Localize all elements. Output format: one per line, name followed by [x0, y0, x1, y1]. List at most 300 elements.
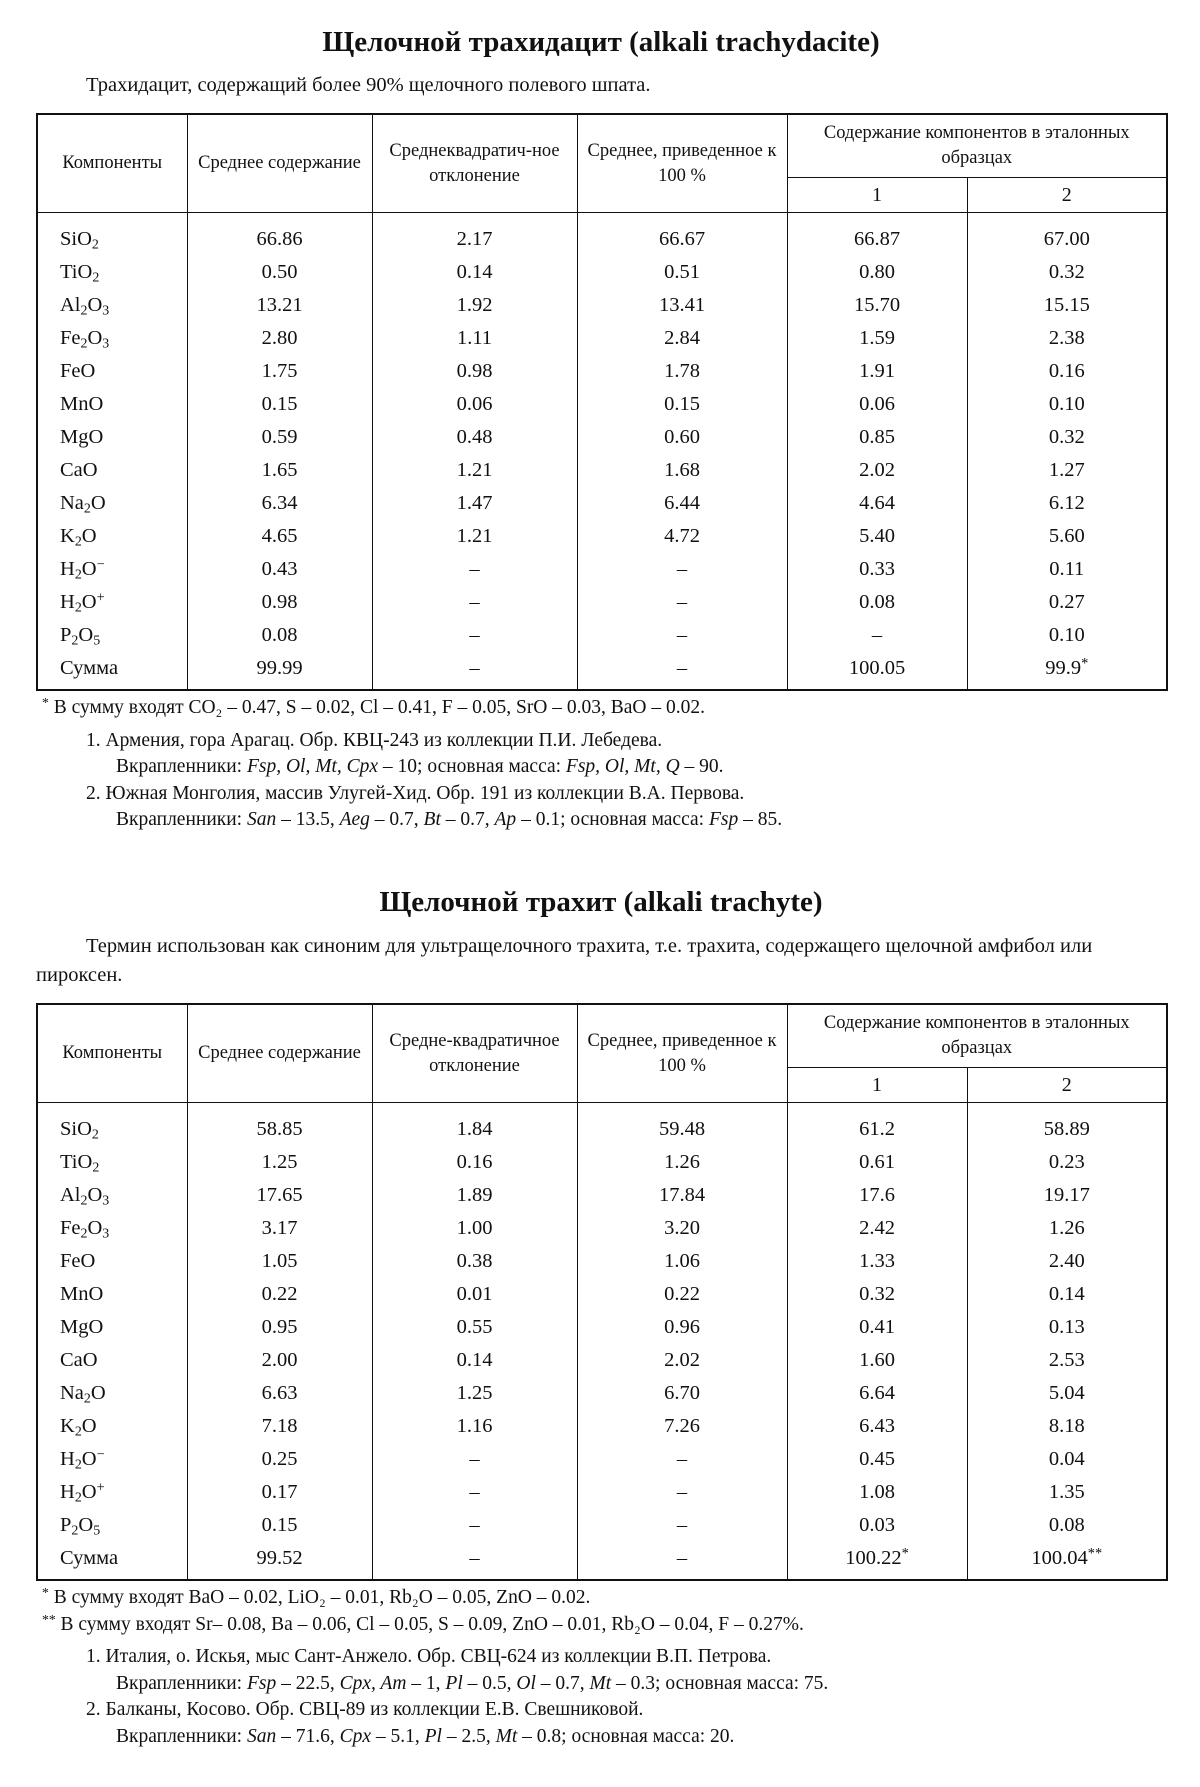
formula-part: FeO [60, 360, 96, 382]
normalized-value: 2.84 [577, 322, 787, 355]
average-value: 0.08 [187, 619, 372, 652]
value: 2.02 [859, 459, 895, 481]
header-reference-samples: Содержание компонентов в эталонных образцах [787, 1004, 1167, 1068]
value: 100.05 [848, 657, 906, 679]
sample-1-value [787, 322, 967, 355]
formula-subscript: 3 [102, 1193, 110, 1209]
table-row [37, 1344, 1167, 1377]
sample-1-value [787, 1311, 967, 1344]
phen-rest: – 0.3; основная масса: 75. [611, 1672, 829, 1694]
std-deviation-value: – [372, 1443, 577, 1476]
sample-1-value [787, 1278, 967, 1311]
value: 100.04 [1031, 1547, 1088, 1569]
std-deviation-value: 0.01 [372, 1278, 577, 1311]
formula-part: O [81, 1481, 97, 1503]
normalized-value: 2.02 [577, 1344, 787, 1377]
component-name [37, 553, 187, 586]
phen-minerals: Mt [495, 1725, 518, 1747]
sample-2-value [967, 355, 1167, 388]
sample-2-value [967, 1311, 1167, 1344]
sample-2-value [967, 1344, 1167, 1377]
std-deviation-value: 0.55 [372, 1311, 577, 1344]
formula-part: O [81, 525, 97, 547]
component-name [37, 586, 187, 619]
value: 66.87 [853, 228, 901, 250]
average-value: 0.17 [187, 1476, 372, 1509]
sample-1-value [787, 1410, 967, 1443]
formula-subscript: 2 [92, 270, 100, 286]
table-row [37, 619, 1167, 652]
formula-part: TiO [60, 261, 93, 283]
sample-2-value [967, 652, 1167, 690]
header-std-deviation: Средне-квадратичное отклонение [372, 1004, 577, 1103]
sample-2-value [967, 388, 1167, 421]
table-row [37, 1410, 1167, 1443]
value: 17.6 [859, 1184, 895, 1206]
value: 58.89 [1043, 1118, 1090, 1140]
normalized-value: 1.26 [577, 1146, 787, 1179]
value: 0.27 [1048, 591, 1085, 613]
table-row [37, 289, 1167, 322]
normalized-value: – [577, 1509, 787, 1542]
normalized-value: – [577, 1476, 787, 1509]
std-deviation-value: 1.00 [372, 1212, 577, 1245]
phen-rest: – 10; основная масса: [378, 756, 566, 777]
sample-2-value [967, 1542, 1167, 1580]
std-deviation-value: 0.16 [372, 1146, 577, 1179]
value: 0.10 [1048, 393, 1085, 415]
formula-part: O [81, 558, 97, 580]
value: 0.32 [1048, 426, 1085, 448]
table-row [37, 322, 1167, 355]
component-name [37, 1179, 187, 1212]
phen-rest: – 0.7, [440, 809, 495, 830]
formula-part: MnO [60, 393, 104, 415]
notes [36, 1585, 1166, 1750]
sample-1-value [787, 586, 967, 619]
sample-2-value [967, 322, 1167, 355]
formula-part: H [60, 1481, 75, 1503]
section-alkali-trachydacite [36, 22, 1166, 834]
average-value: 0.98 [187, 586, 372, 619]
phen-minerals: San [246, 809, 277, 830]
matrix-rest: – 90. [679, 756, 724, 777]
formula-subscript: 2 [74, 567, 82, 583]
component-name [37, 1212, 187, 1245]
formula-part: MnO [60, 1283, 104, 1305]
formula-superscript: + [96, 589, 105, 606]
sample-1-value [787, 421, 967, 454]
phen-prefix: Вкрапленники: [116, 756, 247, 777]
phen-minerals: Fsp, Ol, Mt, Cpx [246, 756, 379, 777]
formula-subscript: 2 [80, 1193, 88, 1209]
component-name [37, 421, 187, 454]
header-sample-2: 2 [967, 178, 1167, 213]
table-row [37, 1179, 1167, 1212]
phen-minerals: Mt [589, 1672, 612, 1694]
value: 0.11 [1049, 558, 1085, 580]
average-value: 4.65 [187, 520, 372, 553]
phen-rest: – 0.8; основная масса: 20. [517, 1725, 735, 1747]
std-deviation-value: 1.11 [372, 322, 577, 355]
phen-rest: – 0.5, [462, 1672, 517, 1694]
sample-2-value [967, 289, 1167, 322]
value: 6.64 [859, 1382, 895, 1404]
formula-part: Na [60, 492, 84, 514]
header-average: Среднее содержание [187, 114, 372, 213]
average-value: 0.15 [187, 1509, 372, 1542]
matrix-rest: – 85. [738, 809, 783, 830]
phen-minerals: Cpx [339, 1725, 372, 1747]
value: 2.42 [859, 1217, 895, 1239]
phen-rest: – 1, [406, 1672, 446, 1694]
sample-2-value [967, 586, 1167, 619]
normalized-value: 1.68 [577, 454, 787, 487]
std-deviation-value: – [372, 1542, 577, 1580]
footnote-mark: ** [42, 1611, 56, 1627]
sample-phenocrysts-1 [36, 754, 1166, 781]
average-value: 1.05 [187, 1245, 372, 1278]
value: 1.08 [859, 1481, 895, 1503]
formula-subscript: 3 [102, 336, 110, 352]
component-name [37, 1103, 187, 1147]
table-row [37, 1245, 1167, 1278]
std-deviation-value: 1.47 [372, 487, 577, 520]
formula-part: O [81, 1448, 97, 1470]
value: 19.17 [1043, 1184, 1090, 1206]
formula-part: O [81, 591, 97, 613]
notes [36, 695, 1166, 834]
phen-minerals: San [246, 1725, 277, 1747]
value: 2.38 [1048, 327, 1085, 349]
sample-2-value [967, 1509, 1167, 1542]
value: 0.14 [1048, 1283, 1085, 1305]
table-row [37, 1542, 1167, 1580]
normalized-value: 3.20 [577, 1212, 787, 1245]
matrix-minerals: Fsp, Ol, Mt, Q [565, 756, 680, 777]
sample-2-value [967, 487, 1167, 520]
phen-minerals: Pl [445, 1672, 463, 1694]
value: – [871, 624, 883, 646]
formula-subscript: 3 [102, 1226, 110, 1242]
sample-2-value [967, 1410, 1167, 1443]
sample-1-value [787, 289, 967, 322]
normalized-value: – [577, 586, 787, 619]
sample-1-value [787, 1245, 967, 1278]
std-deviation-value: 1.84 [372, 1103, 577, 1147]
sample-phenocrysts-2 [36, 1724, 1166, 1751]
phen-rest: – 22.5, [276, 1672, 340, 1694]
sample-2-value [967, 1245, 1167, 1278]
normalized-value: 13.41 [577, 289, 787, 322]
sample-2-value [967, 1476, 1167, 1509]
formula-subscript: 2 [74, 1457, 82, 1473]
formula-subscript: 2 [80, 303, 88, 319]
table-row [37, 487, 1167, 520]
phen-minerals: Fsp [246, 1672, 277, 1694]
value: 8.18 [1048, 1415, 1085, 1437]
phen-minerals: Aeg [339, 809, 370, 830]
value: 0.16 [1048, 360, 1085, 382]
section-intro: Термин использован как синоним для ультращелочного трахита, т.е. трахита, содержащего щелочной амфибол или пироксен. [36, 935, 1093, 986]
normalized-value: 1.06 [577, 1245, 787, 1278]
sample-2-value [967, 520, 1167, 553]
sample-2-value [967, 421, 1167, 454]
value: 15.15 [1043, 294, 1090, 316]
footnote-mark: * [42, 694, 49, 710]
sample-1-value [787, 520, 967, 553]
sample-2-value [967, 1103, 1167, 1147]
average-value: 0.15 [187, 388, 372, 421]
component-name [37, 1311, 187, 1344]
section-intro: Трахидацит, содержащий более 90% щелочного полевого шпата. [86, 74, 651, 96]
component-name [37, 388, 187, 421]
component-name [37, 1509, 187, 1542]
table-row [37, 553, 1167, 586]
formula-part: O [87, 1217, 103, 1239]
value: 0.80 [859, 261, 895, 283]
formula-subscript: 2 [80, 336, 88, 352]
header-reference-samples: Содержание компонентов в эталонных образцах [787, 114, 1167, 178]
formula-subscript: 2 [74, 600, 82, 616]
average-value: 2.80 [187, 322, 372, 355]
component-name [37, 1278, 187, 1311]
table-row [37, 1443, 1167, 1476]
footnote [36, 1585, 1166, 1612]
sample-2-value [967, 619, 1167, 652]
formula-part: Сумма [60, 657, 119, 679]
sample-location-2: 2. Балканы, Косово. Обр. СВЦ-89 из коллекции Е.В. Свешниковой. [86, 1699, 644, 1720]
footnote-mark: * [42, 1584, 49, 1600]
formula-part: TiO [60, 1151, 93, 1173]
sample-1-value [787, 213, 967, 257]
formula-subscript: 2 [74, 1424, 82, 1440]
section-title: Щелочной трахит (alkali trachyte) [379, 886, 823, 918]
normalized-value: – [577, 619, 787, 652]
normalized-value: – [577, 1542, 787, 1580]
sample-1-value [787, 487, 967, 520]
formula-subscript: 2 [80, 1226, 88, 1242]
sample-location-1: 1. Италия, о. Искья, мыс Сант-Анжело. Обр. СВЦ-624 из коллекции В.П. Петрова. [86, 1646, 772, 1667]
footnote [36, 1612, 1166, 1639]
footnote-mark: * [1081, 655, 1089, 672]
average-value: 1.75 [187, 355, 372, 388]
phen-rest: – 71.6, [276, 1725, 340, 1747]
value: 5.40 [859, 525, 895, 547]
normalized-value: 0.60 [577, 421, 787, 454]
table-row [37, 1509, 1167, 1542]
average-value: 0.25 [187, 1443, 372, 1476]
component-name [37, 256, 187, 289]
table-row [37, 652, 1167, 690]
value: 5.04 [1048, 1382, 1085, 1404]
component-name [37, 322, 187, 355]
sample-1-value [787, 355, 967, 388]
sample-1-value [787, 1509, 967, 1542]
composition-table [36, 113, 1168, 691]
std-deviation-value: 1.92 [372, 289, 577, 322]
phen-minerals: Bt [423, 809, 441, 830]
std-deviation-value: 0.14 [372, 1344, 577, 1377]
formula-part: MgO [60, 426, 104, 448]
table-body [37, 1103, 1167, 1581]
formula-subscript: 2 [92, 1160, 100, 1176]
value: 0.32 [1048, 261, 1085, 283]
formula-part: FeO [60, 1250, 96, 1272]
formula-subscript: 2 [83, 501, 91, 517]
table-row [37, 388, 1167, 421]
formula-subscript: 5 [93, 633, 101, 649]
normalized-value: 59.48 [577, 1103, 787, 1147]
average-value: 0.50 [187, 256, 372, 289]
formula-subscript: 2 [91, 237, 99, 253]
footnote [36, 695, 1166, 722]
formula-subscript: 2 [74, 534, 82, 550]
footnote-text: В сумму входят CO₂ – 0.47, S – 0.02, Cl – 0.41, F – 0.05, SrO – 0.03, BaO – 0.02. [48, 697, 706, 718]
formula-part: Al [60, 1184, 81, 1206]
table-row [37, 1212, 1167, 1245]
average-value: 2.00 [187, 1344, 372, 1377]
sample-location-2: 2. Южная Монголия, массив Улугей-Хид. Обр. 191 из коллекции В.А. Первова. [86, 782, 745, 804]
sample-2-value [967, 1146, 1167, 1179]
table-row [37, 1377, 1167, 1410]
std-deviation-value: 1.25 [372, 1377, 577, 1410]
std-deviation-value: 0.06 [372, 388, 577, 421]
value: 1.60 [859, 1349, 895, 1371]
formula-part: MgO [60, 1316, 104, 1338]
component-name [37, 1410, 187, 1443]
std-deviation-value: 0.14 [372, 256, 577, 289]
sample-1-value [787, 1476, 967, 1509]
value: 15.70 [853, 294, 901, 316]
formula-part: O [87, 327, 103, 349]
value: 1.33 [859, 1250, 895, 1272]
component-name [37, 1542, 187, 1580]
normalized-value: – [577, 553, 787, 586]
std-deviation-value: 1.21 [372, 454, 577, 487]
value: 0.06 [859, 393, 895, 415]
sample-2-value [967, 213, 1167, 257]
phen-minerals: Ol [516, 1672, 536, 1694]
formula-part: H [60, 1448, 75, 1470]
formula-part: Fe [60, 1217, 81, 1239]
normalized-value: 7.26 [577, 1410, 787, 1443]
component-name [37, 355, 187, 388]
component-name [37, 1377, 187, 1410]
matrix-minerals: Fsp [708, 809, 739, 830]
normalized-value: 0.22 [577, 1278, 787, 1311]
phen-rest: – 13.5, [276, 809, 340, 830]
formula-subscript: 2 [91, 1127, 99, 1143]
normalized-value: 66.67 [577, 213, 787, 257]
average-value: 99.52 [187, 1542, 372, 1580]
value: 0.61 [859, 1151, 895, 1173]
header-normalized: Среднее, приведенное к 100 % [577, 114, 787, 213]
table-body [37, 213, 1167, 691]
component-name [37, 619, 187, 652]
normalized-value: 17.84 [577, 1179, 787, 1212]
formula-superscript: − [96, 1446, 105, 1463]
value: 1.91 [859, 360, 895, 382]
formula-part: K [60, 525, 75, 547]
header-sample-1: 1 [787, 1068, 967, 1103]
value: 2.40 [1048, 1250, 1085, 1272]
sample-2-value [967, 1179, 1167, 1212]
formula-superscript: + [96, 1479, 105, 1496]
footnote-mark: * [901, 1545, 909, 1562]
value: 6.43 [859, 1415, 895, 1437]
component-name [37, 454, 187, 487]
average-value: 0.22 [187, 1278, 372, 1311]
std-deviation-value: – [372, 1509, 577, 1542]
average-value: 17.65 [187, 1179, 372, 1212]
value: 0.23 [1048, 1151, 1085, 1173]
value: 6.12 [1048, 492, 1085, 514]
component-name [37, 1245, 187, 1278]
formula-part: O [90, 492, 106, 514]
sample-1-value [787, 1103, 967, 1147]
std-deviation-value: 1.89 [372, 1179, 577, 1212]
normalized-value: – [577, 1443, 787, 1476]
table-row [37, 1311, 1167, 1344]
footnote-mark: ** [1087, 1545, 1103, 1562]
value: 1.26 [1048, 1217, 1085, 1239]
normalized-value: 6.70 [577, 1377, 787, 1410]
std-deviation-value: 2.17 [372, 213, 577, 257]
formula-part: P [60, 624, 72, 646]
formula-part: CaO [60, 1349, 98, 1371]
normalized-value: 0.96 [577, 1311, 787, 1344]
std-deviation-value: – [372, 553, 577, 586]
header-sample-2: 2 [967, 1068, 1167, 1103]
value: 0.32 [859, 1283, 895, 1305]
formula-part: CaO [60, 459, 98, 481]
sample-2-value [967, 256, 1167, 289]
std-deviation-value: – [372, 619, 577, 652]
average-value: 3.17 [187, 1212, 372, 1245]
header-components: Компоненты [37, 1004, 187, 1103]
sample-location-1: 1. Армения, гора Арагац. Обр. КВЦ-243 из коллекции П.И. Лебедева. [86, 729, 663, 751]
normalized-value: 0.15 [577, 388, 787, 421]
value: 1.35 [1048, 1481, 1085, 1503]
value: 0.13 [1048, 1316, 1085, 1338]
sample-2-value [967, 1278, 1167, 1311]
value: 4.64 [859, 492, 895, 514]
component-name [37, 213, 187, 257]
value: 100.22 [845, 1547, 902, 1569]
composition-table [36, 1003, 1168, 1581]
sample-phenocrysts-2 [36, 807, 1166, 834]
normalized-value: 0.51 [577, 256, 787, 289]
sample-1-value [787, 1179, 967, 1212]
header-components: Компоненты [37, 114, 187, 213]
phen-minerals: Pl [424, 1725, 442, 1747]
value: 0.03 [859, 1514, 895, 1536]
table-row [37, 213, 1167, 257]
sample-1-value [787, 1377, 967, 1410]
sample-2-value [967, 553, 1167, 586]
value: 1.59 [859, 327, 895, 349]
phen-minerals: Cpx, Am [339, 1672, 407, 1694]
table-row [37, 1278, 1167, 1311]
formula-part: O [90, 1382, 106, 1404]
formula-part: H [60, 591, 75, 613]
formula-part: O [87, 1184, 103, 1206]
std-deviation-value: 1.16 [372, 1410, 577, 1443]
value: 0.45 [859, 1448, 895, 1470]
component-name [37, 1443, 187, 1476]
table-row [37, 586, 1167, 619]
